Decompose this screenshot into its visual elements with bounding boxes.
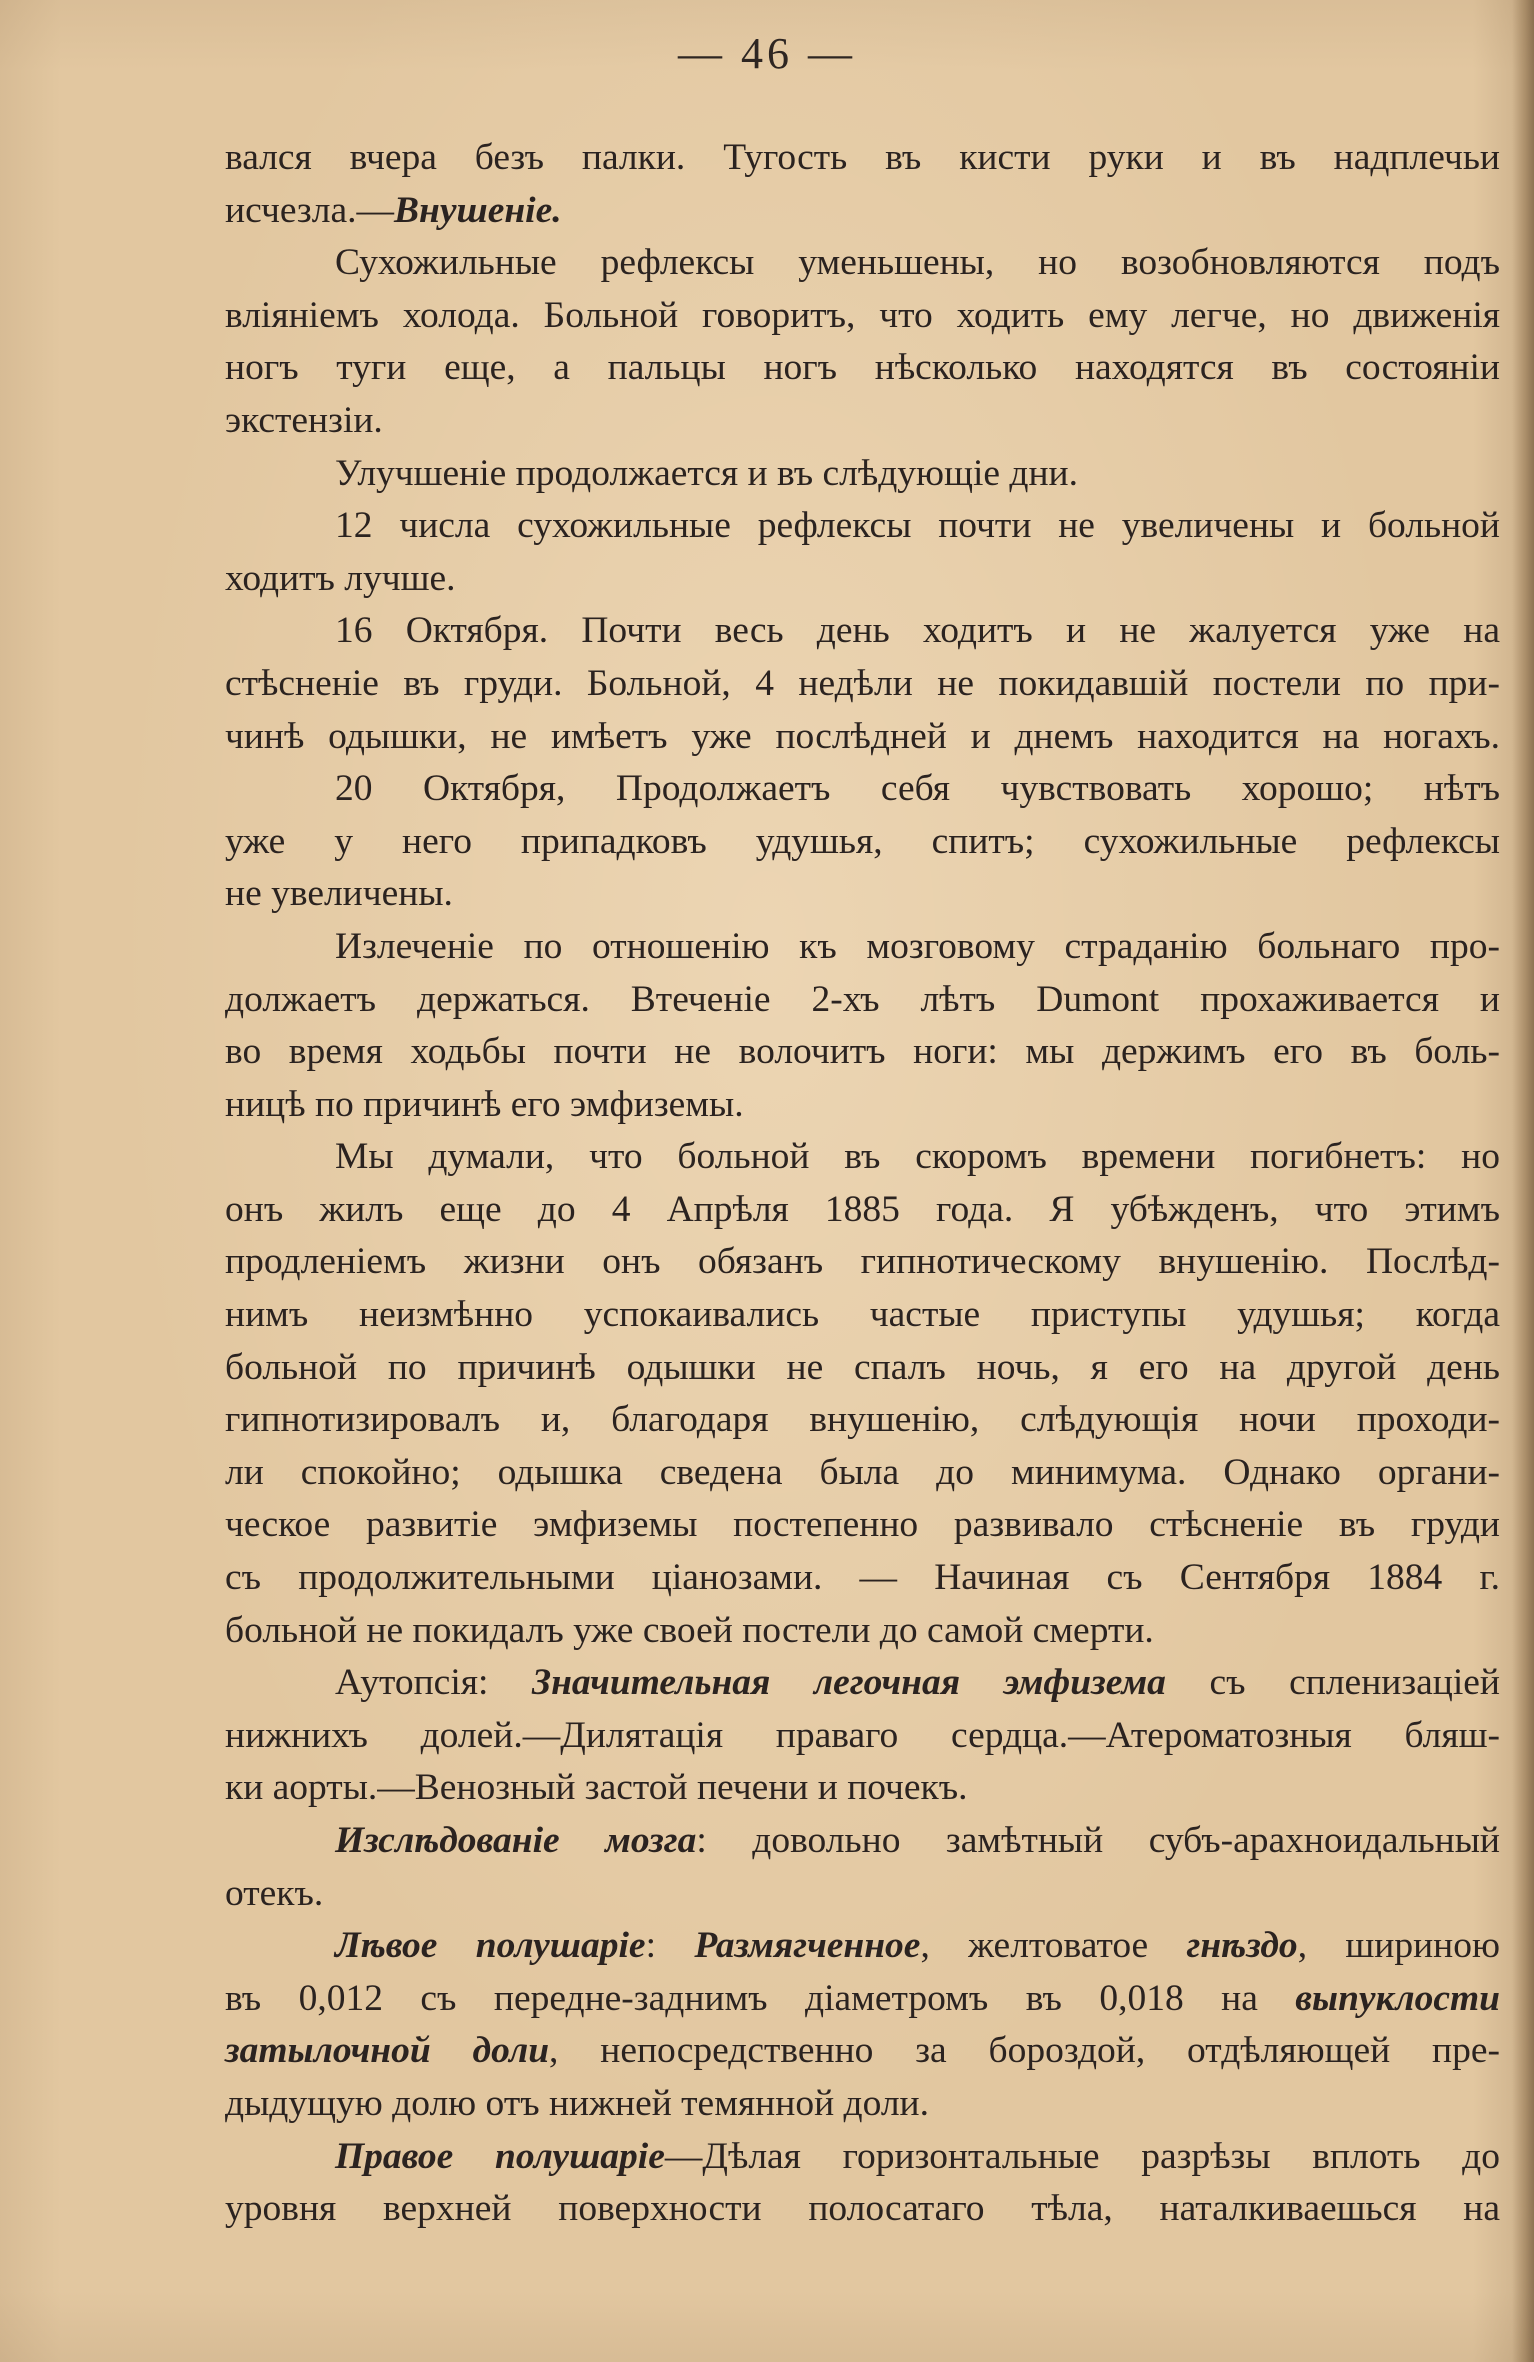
text-line bbox=[225, 290, 1500, 343]
text-segment: ческое развитіе эмфиземы постепенно развивало стѣсненіе въ груди bbox=[225, 1504, 1500, 1546]
text-segment: съ спленизаціей bbox=[1165, 1662, 1500, 1704]
text-segment: : довольно замѣтный субъ-арахноидальный bbox=[696, 1820, 1500, 1861]
italic-text-segment: Значительная легочная эмфизема bbox=[532, 1662, 1166, 1704]
text-line bbox=[225, 2025, 1500, 2078]
text-segment: , желтоватое bbox=[920, 1925, 1187, 1967]
text-line bbox=[225, 1342, 1500, 1395]
text-line bbox=[225, 1499, 1500, 1552]
text-line bbox=[225, 1710, 1500, 1763]
text-segment: ли спокойно; одышка сведена была до минимума. Однако органи- bbox=[225, 1451, 1500, 1493]
text-line bbox=[225, 1605, 1500, 1658]
text-line bbox=[225, 1394, 1500, 1447]
text-line bbox=[225, 921, 1500, 974]
italic-text-segment: Изслѣдованіе мозга bbox=[335, 1820, 697, 1861]
text-line bbox=[225, 974, 1500, 1027]
text-segment: уже у него припадковъ удушья, спитъ; сухожильные рефлексы bbox=[225, 820, 1500, 862]
italic-text-segment: затылочной доли bbox=[225, 2030, 550, 2072]
text-line bbox=[225, 1026, 1500, 1079]
text-line bbox=[225, 763, 1500, 816]
text-segment: Улучшеніе продолжается и въ слѣдующіе дни. bbox=[335, 452, 1078, 494]
text-segment: вліяніемъ холода. Больной говоритъ, что ходить ему легче, но движенія bbox=[225, 294, 1500, 336]
text-line bbox=[225, 1868, 1500, 1921]
text-segment: , непосредственно за бороздой, отдѣляющей пре- bbox=[549, 2030, 1500, 2072]
italic-text-segment: Правое полушаріе bbox=[335, 2135, 665, 2177]
text-line bbox=[225, 500, 1500, 553]
text-segment: больной по причинѣ одышки не спалъ ночь, я его на другой день bbox=[225, 1346, 1500, 1388]
text-line bbox=[225, 395, 1500, 448]
text-line bbox=[225, 605, 1500, 658]
text-line bbox=[225, 1657, 1500, 1710]
text-line bbox=[225, 816, 1500, 869]
page-edge-shadow bbox=[1512, 0, 1534, 2362]
italic-text-segment: выпуклости bbox=[1295, 1977, 1500, 2019]
italic-text-segment: Внушеніе. bbox=[393, 189, 562, 231]
text-line bbox=[225, 711, 1500, 764]
text-line bbox=[225, 2078, 1500, 2131]
text-segment: во время ходьбы почти не волочитъ ноги: мы держимъ его въ боль- bbox=[225, 1031, 1500, 1073]
text-segment: стѣсненіе въ груди. Больной, 4 недѣли не покидавшій постели по при- bbox=[225, 662, 1500, 704]
italic-text-segment: Лѣвое полушаріе bbox=[335, 1925, 646, 1967]
text-line bbox=[225, 185, 1500, 238]
text-segment: въ 0,012 съ передне-заднимъ діаметромъ въ 0,018 на bbox=[225, 1977, 1296, 2019]
text-segment: продленіемъ жизни онъ обязанъ гипнотическому внушенію. Послѣд- bbox=[225, 1241, 1500, 1283]
text-segment: экстензіи. bbox=[225, 399, 383, 441]
italic-text-segment: гнѣздо bbox=[1186, 1925, 1298, 1967]
text-line bbox=[225, 448, 1500, 501]
text-line bbox=[225, 1236, 1500, 1289]
text-line bbox=[225, 1552, 1500, 1605]
text-line bbox=[225, 1447, 1500, 1500]
text-segment: не увеличены. bbox=[225, 873, 453, 915]
text-segment: ки аорты.—Венозный застой печени и почекъ. bbox=[225, 1767, 968, 1809]
text-segment: Мы думали, что больной въ скоромъ времени погибнетъ: но bbox=[335, 1136, 1500, 1178]
text-line bbox=[225, 1762, 1500, 1815]
text-segment: дыдущую долю отъ нижней темянной доли. bbox=[225, 2082, 930, 2124]
text-segment: съ продолжительными ціанозами. — Начиная съ Сентября 1884 г. bbox=[225, 1557, 1500, 1599]
text-segment: нимъ неизмѣнно успокаивались частые приступы удушья; когда bbox=[225, 1294, 1500, 1336]
text-line bbox=[225, 868, 1500, 921]
text-segment: онъ жилъ еще до 4 Апрѣля 1885 года. Я убѣжденъ, что этимъ bbox=[225, 1188, 1500, 1230]
text-segment: Сухожильные рефлексы уменьшены, но возобновляются подъ bbox=[335, 242, 1500, 284]
text-line bbox=[225, 658, 1500, 711]
text-segment: ницѣ по причинѣ его эмфиземы. bbox=[225, 1083, 744, 1125]
text-segment: чинѣ одышки, не имѣетъ уже послѣдней и днемъ находится на ногахъ. bbox=[225, 715, 1500, 757]
text-line bbox=[225, 2183, 1500, 2236]
text-line bbox=[225, 553, 1500, 606]
page-number: — 46 — bbox=[678, 29, 856, 78]
text-segment: больной не покидалъ уже своей постели до самой смерти. bbox=[225, 1609, 1154, 1651]
text-segment: : bbox=[645, 1925, 695, 1967]
text-line bbox=[225, 132, 1500, 185]
text-line bbox=[225, 2131, 1500, 2184]
text-line bbox=[225, 342, 1500, 395]
text-segment: —Дѣлая горизонтальные разрѣзы вплоть до bbox=[664, 2135, 1500, 2177]
text-line bbox=[225, 1184, 1500, 1237]
text-segment: ногъ туги еще, а пальцы ногъ нѣсколько находятся въ состояніи bbox=[225, 347, 1500, 389]
text-segment: , шириною bbox=[1297, 1925, 1500, 1967]
text-segment: ходитъ лучше. bbox=[225, 557, 456, 599]
text-line bbox=[225, 1079, 1500, 1132]
text-segment: 16 Октября. Почти весь день ходитъ и не жалуется уже на bbox=[335, 610, 1500, 652]
text-line bbox=[225, 1289, 1500, 1342]
text-line bbox=[225, 1131, 1500, 1184]
text-segment: нижнихъ долей.—Дилятація праваго сердца.—Атероматозныя бляш- bbox=[225, 1714, 1500, 1756]
text-segment: Аутопсія: bbox=[335, 1662, 532, 1704]
text-segment: Излеченіе по отношенію къ мозговому страданію больнаго про- bbox=[335, 925, 1500, 967]
text-segment: вался вчера безъ палки. Тугость въ кисти руки и въ надплечьи bbox=[225, 137, 1500, 178]
text-segment: должаетъ держаться. Втеченіе 2-хъ лѣтъ Dumont прохаживается и bbox=[225, 978, 1500, 1020]
text-segment: уровня верхней поверхности полосатаго тѣла, наталкиваешься на bbox=[225, 2188, 1500, 2230]
text-line bbox=[225, 237, 1500, 290]
italic-text-segment: Размягченное bbox=[694, 1925, 921, 1967]
text-segment: 20 Октября, Продолжаетъ себя чувствовать хорошо; нѣтъ bbox=[335, 768, 1500, 810]
text-segment: гипнотизировалъ и, благодаря внушенію, слѣдующія ночи проходи- bbox=[225, 1399, 1500, 1441]
text-line bbox=[225, 1815, 1500, 1868]
text-line bbox=[225, 1973, 1500, 2026]
text-segment: 12 числа сухожильные рефлексы почти не увеличены и больной bbox=[335, 505, 1500, 547]
text-segment: исчезла.— bbox=[225, 189, 394, 231]
text-line bbox=[225, 1920, 1500, 1973]
text-segment: отекъ. bbox=[225, 1872, 324, 1914]
body-text bbox=[225, 132, 1500, 2236]
